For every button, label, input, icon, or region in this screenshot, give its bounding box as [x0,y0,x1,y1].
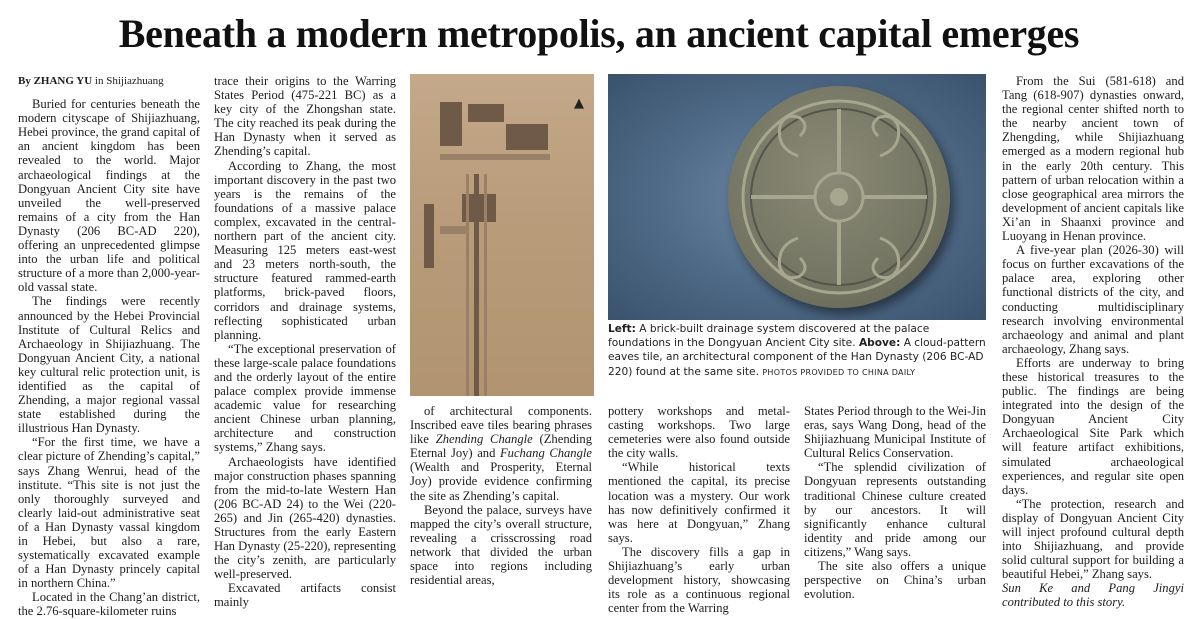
text-span: (Wealth and Prosperity, Eternal Joy) provide evidence confirming the site as Zhending’s capital. [410,460,592,503]
caption-above-label: Above: [858,337,901,350]
paragraph: Buried for centuries beneath the modern cityscape of Shijiazhuang, Hebei province, the grand capital of an ancient kingdom has been revealed to the world. Major archaeological findings at the Dongyuan Ancient City site have unveiled the well-preserved remains of a city from the Han Dynasty (206 BC-AD 220), offering an unprecedented glimpse into the urban life and political structure of a more than 2,000-year-old vassal state. [18,97,200,295]
paragraph: The findings were recently announced by the Hebei Provincial Institute of Cultural Relics and Archaeology in Shijiazhuang. The Dongyuan Ancient City, a national key cultural relic protection unit, is identified as the capital of Zhending, a major regional vassal state established during the illustrious Han Dynasty. [18,294,200,436]
phrase-zhending-changle: Zhending Changle [435,432,533,447]
caption-left-label: Left: [608,323,636,335]
phrase-fuchang-changle: Fuchang Changle [499,446,592,461]
contributor-credit: Sun Ke and Pang Jingyi contributed to this story. [1002,581,1184,610]
photo-credit: PHOTOS PROVIDED TO CHINA DAILY [762,367,916,377]
article-column-3 [410,404,592,587]
photo-drainage-system [410,74,594,396]
paragraph: pottery workshops and metal-casting workshops. Two large cemeteries were also found outside the city walls. [608,404,790,461]
paragraph: “The protection, research and display of Dongyuan Ancient City will inject profound cultural depth into Shijiazhuang, and provide solid cultural support for building a beautiful Hebei,” Zhang says. [1002,496,1184,582]
paragraph: Excavated artifacts consist mainly [214,581,396,610]
headline: Beneath a modern metropolis, an ancient capital emerges [118,11,1080,56]
byline-location: in Shijiazhuang [92,75,164,87]
paragraph: “The exceptional preservation of these large-scale palace foundations and the orderly layout of the entire palace complex provide immense academic value for researching ancient Chinese urban planning, architecture and construction systems,” Zhang says. [214,341,396,455]
paragraph: Beyond the palace, surveys have mapped the city’s overall structure, revealing a crisscrossing road network that divided the urban space into regions including residential areas, [410,502,592,588]
eaves-tile-image [728,86,950,308]
paragraph: States Period through to the Wei-Jin eras, says Wang Dong, head of the Shijiazhuang Municipal Institute of Cultural Relics Conservation. [804,404,986,461]
photo-caption [608,322,990,380]
paragraph: The site also offers a unique perspective on China’s urban evolution. [804,559,986,602]
paragraph: From the Sui (581-618) and Tang (618-907) dynasties onward, the regional center shifted north to the nearby ancient town of Zhengding, while Shijiazhuang emerged as a modern regional hub in the early 20th century. This pattern of urban relocation within a close geographical area mirrors the development of ancient capitals like Xi’an in Shaanxi province and Luoyang in Henan province. [1002,74,1184,244]
paragraph: “While historical texts mentioned the capital, its precise location was a mystery. Our work has now definitively confirmed it was here at Dongyuan,” Zhang says. [608,460,790,545]
article-column-1 [18,74,200,619]
paragraph: According to Zhang, the most important discovery in the past two years is the remains of the foundations of a massive palace complex, excavated in the central-northern part of the ancient city. Measuring 125 meters east-west and 23 meters north-south, the structure featured rammed-earth platforms, brick-paved floors, corridors and drainage systems, reflecting sophisticated urban planning. [214,158,396,342]
paragraph: Archaeologists have identified major construction phases spanning from the mid-to-late Western Han (206 BC-AD 24) to the Wei (220-265) and Jin (265-420) dynasties. Structures from the early Eastern Han Dynasty (25-220), representing the city’s zenith, are particularly well-preserved. [214,454,396,582]
photo-eaves-tile [608,74,986,320]
text-span: (Zhending Eternal Joy) and [410,432,593,461]
paragraph: The discovery fills a gap in Shijiazhuang’s early urban development history, showcasing its role as a continuous regional center from the Warring [608,544,790,616]
text-span: of architectural components. Inscribed eave tiles bearing phrases like [410,404,592,447]
byline-author: By ZHANG YU [18,75,93,87]
cloud-pattern-icon [728,86,950,308]
article-column-5 [804,404,986,601]
article-column-6 [1002,74,1184,610]
paragraph: “For the first time, we have a clear picture of Zhending’s capital,” says Zhang Wenrui, head of the institute. “This site is not just the only thoroughly surveyed and clearly laid-out administrative seat of a Han Dynasty vassal kingdom in Hebei, but also a rare, systematically excavated example of a Han Dynasty princely capital in northern China.” [18,435,200,591]
paragraph: Located in the Chang’an district, the 2.76-square-kilometer ruins [18,590,200,619]
north-arrow-icon: ▲ [574,96,584,111]
paragraph: Efforts are underway to bring these historical treasures to the public. The findings are being integrated into the design of the Dongyuan Ancient City Archaeological Site Park which will feature artifact exhibitions, simulated archaeological experiences, and regular site open days. [1002,355,1184,497]
paragraph: A five-year plan (2026-30) will focus on further excavations of the palace area, exploring other functional districts of the city, and conducting multidisciplinary research involving environmental archaeology and animal and plant archaeology, Zhang says. [1002,243,1184,356]
caption-above-text: A cloud-pattern eaves tile, an architectural component of the Han Dynasty (206 BC-AD 220) found at the same site. [608,337,986,378]
paragraph: “The splendid civilization of Dongyuan represents outstanding traditional Chinese culture created by our ancestors. It will significantly enhance cultural identity and pride among our citizens,” Wang says. [804,460,986,559]
paragraph: trace their origins to the Warring States Period (475-221 BC) as a key city of the Zhongshan state. The city reached its peak during the Han Dynasty when it served as Zhending’s capital. [214,74,396,159]
article-column-2 [214,74,396,610]
paragraph [410,404,592,503]
caption-left-text: A brick-built drainage system discovered at the palace foundations in the Dongyuan Ancient City site. [608,323,930,350]
byline [18,74,200,88]
article-column-4 [608,404,790,615]
